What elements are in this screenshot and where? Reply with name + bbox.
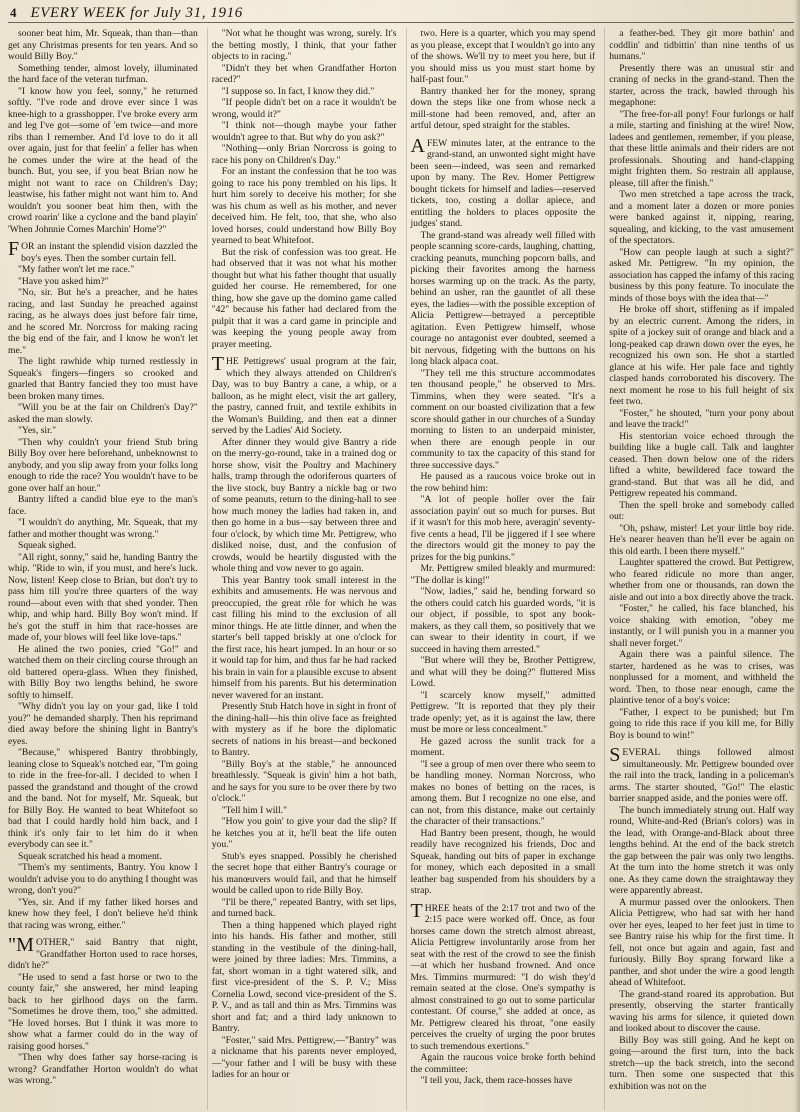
paragraph: "I'll be there," repeated Bantry, with set lips, and turned back. [211, 896, 397, 919]
paragraph: Something tender, almost lovely, illuminated the hard face of the veteran turfman. [8, 62, 198, 85]
paragraph: "Foster," he shouted, "turn your pony about and leave the track!" [609, 407, 794, 430]
paragraph: "Yes, sir." [18, 425, 57, 436]
paragraph: "I know how you feel, sonny," he returned softly. "I've rode and drove ever since I was knee-high to a grasshopper. I've broke every arm and leg I've got—some of 'em twice—and more ribs than I remember. And I'd love to do it all over again, just for that feelin' a feller has when he comes under the wire at the head of the bunch. But, you see, if you beat Brian now he might not want to race on Children's Day; leastwise, his father might not want him to. And wouldn't you sooner beat him then, with the crowd roarin' like a cyclone and the band playin' 'When Johnnie Comes Marchin' Home'?" [8, 85, 198, 235]
paragraph: "I wouldn't do anything, Mr. Squeak, that my father and mother thought was wrong." [8, 517, 198, 540]
paragraph: "Nothing—only Brian Norcross is going to race his pony on Children's Day." [211, 143, 397, 166]
paragraph: "Father, I expect to be punished; but I'm going to ride this race if you kill me, for Billy Boy is bound to win!" [609, 706, 794, 741]
paragraph: "Yes, sir. And if my father liked horses and knew how they feel, I don't believe he'd think that racing was wrong, either." [8, 896, 198, 931]
paragraph: "Them's my sentiments, Bantry. You know I wouldn't advise you to do anything I thought was wrong, don't you?" [8, 862, 198, 896]
paragraph: "Tell him I will." [221, 804, 287, 816]
paragraph: For an instant the confession that he too was going to race his pony trembled on his lips. It hurt him sorely to deceive his mother; for she was his chum as well as his mother, and never deceived him. He felt, too, that she, who also loved horses, could understand how Billy Boy yearned to beat Whitefoot. [211, 166, 397, 246]
paragraph: He paused as a raucous voice broke out in the row behind him: [410, 471, 596, 494]
paragraph: Billy Boy was still going. And he kept on going—around the first turn, into the back stretch—up the back stretch, into the second turn. Then some one suspected that this exhibition was not on the [609, 1034, 794, 1092]
section-lead-paragraph: THREE heats of the 2:17 trot and two of the 2:15 pace were worked off. Once, as four horses came down the stretch almost abreast, Alicia Pettigrew involuntarily arose from her seat with the rest of the crowd to see the finish—at which her husband frowned. And once Mrs. Timmins murmured: "I do wish they'd remain seated at the close. One's sympathy is almost constrained to go out to some particular contestant. Of course," she added at once, as Mr. Pettigrew cleared his throat, "one easily perceives the cruelty of urging the poor brutes to such tremendous exertions." [410, 899, 596, 1052]
paragraph: Squeak scratched his head a moment. [18, 850, 162, 862]
paragraph: "Because," whispered Bantry throbbingly, leaning close to Squeak's notched ear, "I'm going to ride in the free-for-all. I decided to when I passed the grandstand and thought of the crowd and the band. Not for myself, Mr. Squeak, but for Billy Boy. He wanted to beat Whitefoot so bad that I could hardly hold him back, and I think it's only fair to let him do it when everybody can see it." [8, 747, 198, 850]
paragraph: Squeak sighed. [18, 540, 77, 551]
section-lead-paragraph: SEVERAL things followed almost simultaneously. Mr. Pettigrew bounded over the rail into the track, landing in a policeman's arms. The starter shouted, "Go!" The elastic barrier snapped aside, and the ponies were off. [609, 744, 794, 804]
paragraph: "My father won't let me race." [18, 264, 135, 275]
paragraph: "I scarcely know myself," admitted Pettigrew. "It is reported that they ply their trade openly; yet, as it is against the law, there must be more or less concealment." [410, 689, 596, 735]
paragraph: The grand-stand was already well filled with people scanning score-cards, laughing, chatting, cracking peanuts, munching popcorn balls, and picking their favorites among the harness horses warming up on the track. As the party, behind an usher, ran the gauntlet of all these eyes, the ladies—with the possible exception of Alicia Pettigrew—betrayed a perceptible agitation. Even Pettigrew himself, whose courage no antagonist ever doubted, seemed a bit nervous, fidgeting with the buttons on his long black alpaca coat. [410, 229, 596, 367]
paragraph: Again there was a painful silence. The starter, hardened as he was to crises, was nonplussed for a moment, and withheld the word. Then, to those near enough, came the plaintive tenor of a boy's voice: [609, 649, 794, 706]
paragraph: "A lot of people holler over the fair association payin' out so much for purses. But if it wasn't for this mob here, averagin' seventy-five cents a head, I'll be jiggered if I see where the directors would git the money to pay the prizes for the big punkins." [410, 494, 596, 563]
paragraph: A murmur passed over the onlookers. Then Alicia Pettigrew, who had sat with her hand over her eyes, leaped to her feet just in time to see Bantry raise his whip for the first time. It fell, not once but again and again, fast and furiously. Billy Boy sprang forward like a panther, and shot under the wire a good length ahead of Whitefoot. [609, 896, 794, 988]
paragraph: "But where will they be, Brother Pettigrew, and what will they be doing?" fluttered Miss Lowd. [410, 655, 596, 689]
paragraph: Presently Stub Hatch hove in sight in front of the dining-hall—his thin olive face as freighted with mystery as if he bore the diplomatic secrets of nations in his breast—and beckoned to Bantry. [211, 701, 397, 758]
paragraph: Then the spell broke and somebody called out: [609, 499, 794, 522]
paragraph: "Then why couldn't your friend Stub bring Billy Boy over here beforehand, unbeknownst to anybody, and you slip away from your folks long enough to ride the race? You wouldn't have to be gone over half an hour." [8, 436, 198, 494]
paragraph: Two men stretched a tape across the track, and a moment later a dozen or more ponies were banked against it, nipping, rearing, squealing, and kicking, to the vast amusement of the spectators. [609, 189, 794, 246]
paragraph: "I see a group of men over there who seem to be handling money. Norman Norcross, who makes no bones of betting on the races, is among them. But I recognize no one else, and can not, from this distance, make out certainly the character of their transactions." [410, 758, 596, 827]
paragraph: "The free-for-all pony! Four furlongs or half a mile, starting and finishing at the wire! Now, ladees and gentlemen, remember, if you please, that these little animals and their riders are not professionals. Shouting and hand-clapping might frighten them. So restrain all applause, please, till after the finish." [609, 108, 794, 189]
paragraph: "I tell you, Jack, them race-hosses have [420, 1075, 572, 1086]
paragraph: "Why didn't you lay on your gad, like I told you?" he demanded sharply. Then his reprimand died away before the shining light in Bantry's eyes. [8, 701, 198, 747]
paragraph: "Foster," said Mrs. Pettigrew,—"Bantry" was a nickname that his parents never employed,—"your father and I will be busy with these ladies for an hour or [211, 1034, 397, 1080]
section-lead-paragraph: FOR an instant the splendid vision dazzled the boy's eyes. Then the somber curtain fell. [8, 238, 198, 264]
paragraph: The bunch immediately strung out. Half way round, White-and-Red (Brian's colors) was in the lead, with Orange-and-Black about three lengths behind. At the end of the back stretch the gap between the pair was only two lengths. At the turn into the home stretch it was only one. As they came down the straightaway they were apparently abreast. [609, 804, 794, 896]
column-4 [604, 28, 794, 1110]
paragraph: a feather-bed. They git more bathin' and coddlin' and tidbittin' than nine tenths of us humans." [609, 28, 794, 62]
paragraph: "How you goin' to give your dad the slip? If he ketches you at it, he'll beat the life outen you." [211, 816, 397, 850]
paragraph: Mr. Pettigrew smiled bleakly and murmured: "The dollar is king!" [410, 563, 596, 586]
paragraph: sooner beat him, Mr. Squeak, than than—than get any Christmas presents for ten years. And so would Billy Boy." [8, 28, 198, 62]
paragraph: "If people didn't bet on a race it wouldn't be wrong, would it?" [211, 97, 397, 120]
paragraph: His stentorian voice echoed through the building like a bugle call. Talk and laughter ceased. Then down below one of the riders lifted a white, bewildered face toward the grand-stand. But that was all he did, and Pettigrew repeated his command. [609, 430, 794, 499]
paragraph: "How can people laugh at such a sight?" asked Mr. Pettigrew. "In my opinion, the association has capped the infamy of this racing business by this pony feature. To inoculate the minds of those boys with the idea that—" [609, 246, 794, 304]
paragraph: He gazed across the sunlit track for a moment. [410, 735, 596, 758]
text-columns [8, 23, 794, 1110]
section-lead-paragraph: "MOTHER," said Bantry that night, "Grandfather Horton used to race horses, didn't he?" [8, 934, 198, 971]
paragraph: "No, sir. But he's a preacher, and he hates racing, and last Sunday he preached against racing, as he always does just before fair time, and he scored Mr. Norcross for making racing the big end of the fair, and I know he won't let me." [8, 287, 198, 356]
column-3 [406, 28, 596, 1110]
paragraph: He broke off short, stiffening as if impaled by an electric current. Among the riders, in spite of a jockey suit of orange and black and a long-peaked cap drawn down over the eyes, he recognized his own son. He shot a startled glance at his wife. Her pale face and tightly clasped hands corroborated his discovery. The next moment he rose to his full height of six feet two. [609, 304, 794, 407]
page-number: 4 [10, 5, 17, 20]
paragraph: "Foster," he called, his face blanched, his voice shaking with emotion, "obey me instantly, or I will punish you in a manner you shall never forget." [609, 603, 794, 649]
paragraph: two. Here is a quarter, which you may spend as you please, except that I wouldn't go into any of the shows. We'll try to meet you here, but if you should miss us you must start home by half-past four." [410, 28, 596, 85]
page-header [8, 0, 794, 23]
paragraph: Again the raucous voice broke forth behind the committee: [410, 1052, 596, 1075]
page-edge-shadow [794, 0, 800, 1112]
paragraph: "Billy Boy's at the stable," he announced breathlessly. "Squeak is givin' him a hot bath, and he says for you sure to be over there by two o'clock." [211, 758, 397, 804]
paragraph: "They tell me this structure accommodates ten thousand people," he observed to Mrs. Timmins, when they were seated. "It's a comment on our boasted civilization that a few score should gather in our churches of a Sunday morning to listen to an underpaid minister, when there are enough people in our community to tax the capacity of this stand for three successive days." [410, 367, 596, 471]
section-lead-paragraph: AFEW minutes later, at the entrance to the grand-stand, an unwonted sight might have been seen—indeed, was seen and remarked upon by many. The Rev. Homer Pettigrew bought tickets for himself and ladies—reserved tickets, too, costing a dollar apiece, and entitling the holders to places opposite the judges' stand. [410, 134, 596, 229]
paragraph: "Then why does father say horse-racing is wrong? Grandfather Horton wouldn't do what was wrong." [8, 1052, 198, 1086]
paragraph: "I suppose so. In fact, I know they did." [221, 85, 375, 97]
paragraph: Laughter spattered the crowd. But Pettigrew, who feared ridicule no more than anger, whether from one or thousands, ran down the aisle and out into a box directly above the track. [609, 557, 794, 603]
running-head: EVERY WEEK for July 31, 1916 [30, 5, 243, 21]
column-2 [207, 28, 397, 1110]
paragraph: Stub's eyes snapped. Possibly he cherished the secret hope that either Bantry's courage or his manœuvers would fail, and that he himself would be called upon to ride Billy Boy. [211, 850, 397, 896]
paragraph: Bantry lifted a candid blue eye to the man's face. [8, 494, 198, 517]
paragraph: "Not what he thought was wrong, surely. It's the betting mostly, I think, that your father objects to in racing." [211, 28, 397, 62]
paragraph: "I think not—though maybe your father wouldn't agree to that. But why do you ask?" [211, 120, 397, 143]
paragraph: Bantry thanked her for the money, sprang down the steps like one from whose neck a mill-stone had been removed, and, after an artful detour, sped straight for the stables. [410, 85, 596, 131]
paragraph: Presently there was an unusual stir and craning of necks in the grand-stand. Then the starter, across the track, bawled through his megaphone: [609, 62, 794, 108]
paragraph: This year Bantry took small interest in the exhibits and amusements. He was nervous and preoccupied, the great rôle for which he was cast filling his mind to the exclusion of all minor things. He ate little dinner, and when the starter's bell tapped briskly at one o'clock for the first race, his heart jumped. In an hour or so it would tap for him, and thus far he had racked his brain in vain for a plausible excuse to absent himself from his parents. But his determination never wavered for an instant. [211, 574, 397, 701]
paragraph: "Have you asked him?" [18, 275, 109, 287]
paragraph: "Will you be at the fair on Children's Day?" asked the man slowly. [8, 402, 198, 425]
paragraph: Had Bantry been present, though, he would readily have recognized his friends, Doc and Squeak, handing out bits of paper in exchange for money, which each deposited in a small leather bag suspended from his shoulders by a strap. [410, 827, 596, 896]
paragraph: "All right, sonny," said he, handing Bantry the whip. "Ride to win, if you must, and here's luck. Now, listen! Keep close to Brian, but don't try to pass him till you're three quarters of the way round—about even with that shed yonder. Then whip, and whip hard. Billy Boy won't mind. If he's got the stuff in him that race-hosses are made of, your blows will feel like love-taps." [8, 551, 198, 643]
paragraph: "Didn't they bet when Grandfather Horton raced?" [211, 62, 397, 85]
paragraph: But the risk of confession was too great. He had observed that it was not what his mother thought but what his father thought that usually guided her course. He remembered, for one thing, how she gave up the domino game called "42" because his father had declared from the pulpit that it was a card game in principle and was keeping the young people away from prayer meeting. [211, 246, 397, 350]
paragraph: The grand-stand roared its approbation. But presently, observing the starter frantically waving his arms for silence, it quieted down and looked about to discover the cause. [609, 988, 794, 1034]
section-lead-paragraph: THE Pettigrews' usual program at the fair, which they always attended on Children's Day, was to buy Bantry a cane, a whip, or a balloon, as he might elect, visit the art gallery, the pastry, canned fruit, and textile exhibits in the Woman's Building, and then eat a dinner served by the Ladies' Aid Society. [211, 353, 397, 436]
paragraph: He alined the two ponies, cried "Go!" and watched them on their circling course through an old battered opera-glass. When they finished, with Billy Boy two lengths behind, he swore softly to himself. [8, 643, 198, 701]
paragraph: "Oh, pshaw, mister! Let your little boy ride. He's nearer heaven than he'll ever be again on this old earth. I been there myself." [609, 522, 794, 557]
paragraph: "He used to send a fast horse or two to the county fair," she answered, her mind leaping back to her girlhood days on the farm. "Sometimes he drove them, too," she admitted. "He loved horses. But I think it was more to show what a farmer could do in the way of raising good horses." [8, 971, 198, 1052]
column-1 [8, 28, 198, 1110]
paragraph: Then a thing happened which played right into his hands. His father and mother, still standing in the vestibule of the dining-hall, were joined by three ladies: Mrs. Timmins, a fat, short woman in a tight watered silk, and first vice-president of the S. P. V.; Miss Cornelia Lowd, second vice-president of the S. P. V., and as tall and thin as Mrs. Timmins was short and fat; and a third lady unknown to Bantry. [211, 919, 397, 1034]
paragraph: The light rawhide whip turned restlessly in Squeak's fingers—fingers so crooked and gnarled that Bantry fancied they too must have been broken many times. [8, 356, 198, 402]
paragraph: "Now, ladies," said he, bending forward so the others could catch his guarded words, "it is our object, if possible, to spot any book-makers, as they call them, so positively that we can swear to their identity in court, if we succeed in having them arrested." [410, 586, 596, 655]
paragraph: After dinner they would give Bantry a ride on the merry-go-round, take in a trained dog or horse show, visit the Poultry and Machinery halls, tramp through the odoriferous quarters of the live stock, buy Bantry a nickle bag or two of some peanuts, return to the dining-hall to see how much money the ladies had taken in, and then go home in a bus—say between three and four o'clock, by which time Mr. Pettigrew, who disliked noise, dust, and the confusion of crowds, would be heartily disgusted with the whole thing and vow never to go again. [211, 436, 397, 574]
